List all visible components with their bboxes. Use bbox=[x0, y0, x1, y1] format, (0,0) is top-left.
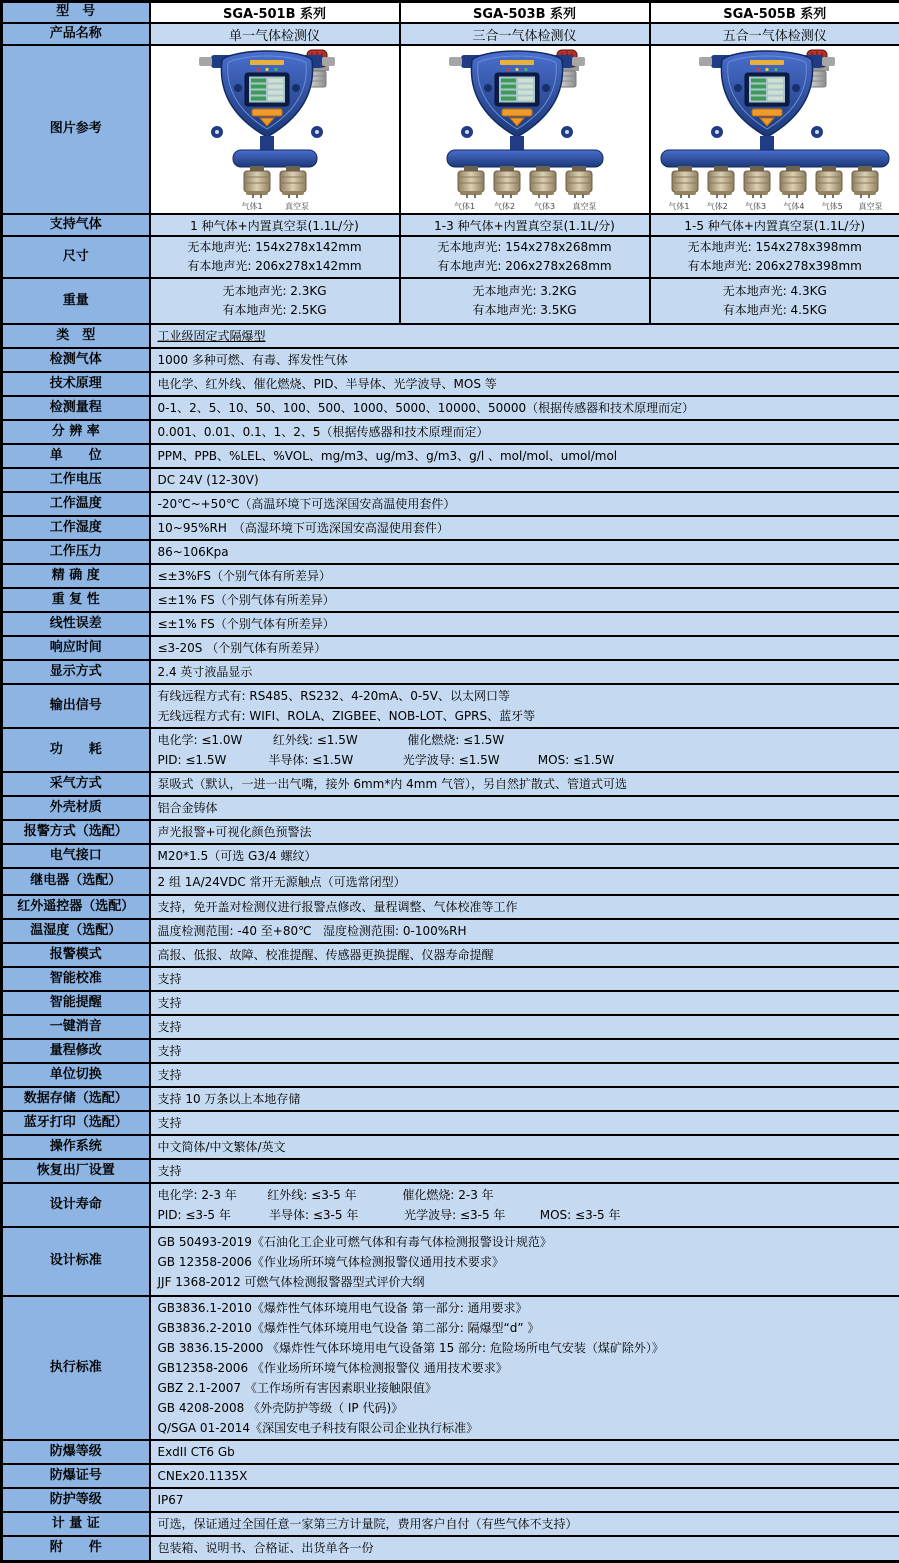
spec-row bbox=[2, 820, 899, 844]
sensor-labels bbox=[660, 202, 890, 212]
sensor-label: 气体2 bbox=[698, 202, 736, 212]
spec-value-line: GB 12358-2006《作业场所环境气体检测报警仪通用技术要求》 bbox=[158, 1252, 893, 1272]
spec-row bbox=[2, 728, 899, 772]
supported-gas-row bbox=[2, 214, 899, 236]
spec-value bbox=[150, 772, 899, 796]
spec-row bbox=[2, 348, 899, 372]
size-line: 有本地声光: 206x278x142mm bbox=[153, 257, 397, 276]
model-name: SGA-501B 系列 bbox=[150, 2, 400, 24]
spec-value bbox=[150, 660, 899, 684]
spec-value-line: 可选，保证通过全国任意一家第三方计量院，费用客户自付（有些气体不支持） bbox=[158, 1514, 893, 1534]
supported-gas-value: 1-5 种气体+内置真空泵(1.1L/分) bbox=[650, 214, 899, 236]
spec-label: 精 确 度 bbox=[2, 564, 150, 588]
spec-value-line: GB 4208-2008 《外壳防护等级（ IP 代码)》 bbox=[158, 1398, 893, 1418]
spec-row bbox=[2, 396, 899, 420]
weight-label: 重量 bbox=[2, 278, 150, 324]
product-image-cell bbox=[650, 45, 899, 214]
spec-row bbox=[2, 1111, 899, 1135]
spec-value-line: 支持 bbox=[158, 1017, 893, 1037]
sensor-cylinder bbox=[494, 166, 520, 198]
spec-value bbox=[150, 468, 899, 492]
spec-value bbox=[150, 1159, 899, 1183]
spec-value-line: 包装箱、说明书、合格证、出货单各一份 bbox=[158, 1538, 893, 1558]
spec-value-line: 1000 多种可燃、有毒、挥发性气体 bbox=[158, 350, 893, 370]
image-row-label: 图片参考 bbox=[2, 45, 150, 214]
spec-value bbox=[150, 1440, 899, 1464]
spec-value bbox=[150, 1464, 899, 1488]
spec-label: 显示方式 bbox=[2, 660, 150, 684]
spec-value-line: 支持，免开盖对检测仪进行报警点修改、量程调整、气体校准等工作 bbox=[158, 897, 893, 917]
keypad bbox=[252, 109, 282, 116]
spec-value bbox=[150, 588, 899, 612]
spec-label: 工作压力 bbox=[2, 540, 150, 564]
spec-label: 重 复 性 bbox=[2, 588, 150, 612]
weight-value bbox=[650, 278, 899, 324]
spec-value bbox=[150, 796, 899, 820]
spec-value-line: 支持 bbox=[158, 1065, 893, 1085]
spec-value-line: 支持 10 万条以上本地存储 bbox=[158, 1089, 893, 1109]
spec-value-line: GB3836.1-2010《爆炸性气体环境用电气设备 第一部分: 通用要求》 bbox=[158, 1298, 893, 1318]
sensor-cylinder bbox=[708, 166, 734, 198]
spec-value-line: 支持 bbox=[158, 1113, 893, 1133]
spec-value bbox=[150, 324, 899, 348]
sensor-label: 气体1 bbox=[230, 202, 275, 212]
detector-illustration bbox=[438, 48, 612, 202]
spec-value-line: 支持 bbox=[158, 1161, 893, 1181]
size-line: 无本地声光: 154x278x398mm bbox=[653, 238, 898, 257]
spec-label: 防爆等级 bbox=[2, 1440, 150, 1464]
spec-row bbox=[2, 1087, 899, 1111]
spec-row bbox=[2, 919, 899, 943]
spec-row bbox=[2, 1536, 899, 1561]
spec-row bbox=[2, 1227, 899, 1296]
spec-value-line: ≤±3%FS（个别气体有所差异） bbox=[158, 566, 893, 586]
spec-value-line: 0.001、0.01、0.1、1、2、5（根据传感器和技术原理而定） bbox=[158, 422, 893, 442]
manifold bbox=[233, 150, 317, 167]
spec-label: 外壳材质 bbox=[2, 796, 150, 820]
sensor-label: 真空泵 bbox=[275, 202, 320, 212]
spec-label: 设计标准 bbox=[2, 1227, 150, 1296]
spec-value-line: 声光报警+可视化颜色预警法 bbox=[158, 822, 893, 842]
spec-label: 输出信号 bbox=[2, 684, 150, 728]
spec-label: 一键消音 bbox=[2, 1015, 150, 1039]
spec-value-line: PID: ≤1.5W 半导体: ≤1.5W 光学波导: ≤1.5W MOS: ≤1.5W bbox=[158, 750, 893, 770]
spec-row bbox=[2, 1183, 899, 1227]
product-name: 五合一气体检测仪 bbox=[650, 23, 899, 45]
spec-label: 继电器（选配） bbox=[2, 868, 150, 895]
sensor-label: 气体4 bbox=[775, 202, 813, 212]
weight-line: 无本地声光: 4.3KG bbox=[653, 282, 898, 301]
sensor-cylinder bbox=[852, 166, 878, 198]
spec-value-line: JJF 1368-2012 可燃气体检测报警器型式评价大纲 bbox=[158, 1272, 893, 1292]
sensor-label: 真空泵 bbox=[565, 202, 605, 212]
keypad bbox=[752, 109, 782, 116]
spec-row bbox=[2, 612, 899, 636]
spec-label: 报警模式 bbox=[2, 943, 150, 967]
spec-value bbox=[150, 540, 899, 564]
spec-value-line: 支持 bbox=[158, 993, 893, 1013]
spec-value bbox=[150, 1135, 899, 1159]
spec-value bbox=[150, 919, 899, 943]
spec-value-line: 86~106Kpa bbox=[158, 542, 893, 562]
spec-value-line: ≤±1% FS（个别气体有所差异） bbox=[158, 614, 893, 634]
spec-row bbox=[2, 844, 899, 868]
sensor-cylinder bbox=[530, 166, 556, 198]
spec-value bbox=[150, 1296, 899, 1440]
spec-label: 工作湿度 bbox=[2, 516, 150, 540]
spec-label: 检测量程 bbox=[2, 396, 150, 420]
spec-value bbox=[150, 1015, 899, 1039]
spec-row bbox=[2, 516, 899, 540]
sensor-label: 气体1 bbox=[660, 202, 698, 212]
spec-value-line: 中文简体/中文繁体/英文 bbox=[158, 1137, 893, 1157]
model-name: SGA-503B 系列 bbox=[400, 2, 650, 24]
spec-label: 操作系统 bbox=[2, 1135, 150, 1159]
spec-row bbox=[2, 588, 899, 612]
spec-row bbox=[2, 895, 899, 919]
image-row bbox=[2, 45, 899, 214]
spec-label: 智能提醒 bbox=[2, 991, 150, 1015]
spec-value-line: 支持 bbox=[158, 1041, 893, 1061]
spec-label: 响应时间 bbox=[2, 636, 150, 660]
spec-value-line: 0-1、2、5、10、50、100、500、1000、5000、10000、50000（根据传感器和技术原理而定） bbox=[158, 398, 893, 418]
spec-value-line: 2 组 1A/24VDC 常开无源触点（可选常闭型） bbox=[158, 872, 893, 892]
spec-value-line: M20*1.5（可选 G3/4 螺纹） bbox=[158, 846, 893, 866]
spec-value bbox=[150, 895, 899, 919]
keypad bbox=[502, 109, 532, 116]
spec-value bbox=[150, 1488, 899, 1512]
spec-row bbox=[2, 1464, 899, 1488]
weight-line: 无本地声光: 3.2KG bbox=[403, 282, 647, 301]
spec-value bbox=[150, 420, 899, 444]
model-name: SGA-505B 系列 bbox=[650, 2, 899, 24]
spec-value-line: GBZ 2.1-2007 《工作场所有害因素职业接触限值》 bbox=[158, 1378, 893, 1398]
spec-value bbox=[150, 1039, 899, 1063]
spec-value bbox=[150, 612, 899, 636]
weight-line: 无本地声光: 2.3KG bbox=[153, 282, 397, 301]
spec-value-line: ExdII CT6 Gb bbox=[158, 1442, 893, 1462]
sensor-label: 气体2 bbox=[485, 202, 525, 212]
spec-value-line: GB 3836.15-2000 《爆炸性气体环境用电气设备第 15 部分: 危险场所电气安装（煤矿除外）》 bbox=[158, 1338, 893, 1358]
spec-value bbox=[150, 820, 899, 844]
spec-value-line: DC 24V (12-30V) bbox=[158, 470, 893, 490]
spec-label: 电气接口 bbox=[2, 844, 150, 868]
spec-value-line: 电化学: 2-3 年 红外线: ≤3-5 年 催化燃烧: 2-3 年 bbox=[158, 1185, 893, 1205]
sensor-cylinder bbox=[280, 166, 306, 198]
product-name: 三合一气体检测仪 bbox=[400, 23, 650, 45]
detector-svg bbox=[438, 48, 612, 198]
size-value bbox=[400, 236, 650, 278]
spec-row bbox=[2, 540, 899, 564]
spec-row bbox=[2, 564, 899, 588]
sensor-cylinder bbox=[672, 166, 698, 198]
sensor-labels bbox=[445, 202, 605, 212]
spec-value-line: ≤3-20S （个别气体有所差异） bbox=[158, 638, 893, 658]
spec-value-line: -20℃~+50℃（高温环境下可选深国安高温使用套件） bbox=[158, 494, 893, 514]
spec-label: 恢复出厂设置 bbox=[2, 1159, 150, 1183]
product-row bbox=[2, 23, 899, 45]
detector-figure bbox=[401, 48, 649, 212]
sensor-label: 气体1 bbox=[445, 202, 485, 212]
spec-row bbox=[2, 1512, 899, 1536]
sensor-cylinder bbox=[458, 166, 484, 198]
sensor-cylinder bbox=[780, 166, 806, 198]
weight-row bbox=[2, 278, 899, 324]
spec-value bbox=[150, 844, 899, 868]
weight-line: 有本地声光: 2.5KG bbox=[153, 301, 397, 320]
detector-illustration bbox=[652, 48, 898, 202]
spec-label: 附 件 bbox=[2, 1536, 150, 1561]
spec-row bbox=[2, 660, 899, 684]
spec-row bbox=[2, 636, 899, 660]
spec-label: 防护等级 bbox=[2, 1488, 150, 1512]
spec-value bbox=[150, 1536, 899, 1561]
spec-value bbox=[150, 396, 899, 420]
spec-label: 数据存储（选配） bbox=[2, 1087, 150, 1111]
spec-value-line: 工业级固定式隔爆型 bbox=[158, 326, 893, 346]
spec-label: 工作温度 bbox=[2, 492, 150, 516]
sensor-cylinder bbox=[566, 166, 592, 198]
spec-label: 功 耗 bbox=[2, 728, 150, 772]
spec-value-line: GB 50493-2019《石油化工企业可燃气体和有毒气体检测报警设计规范》 bbox=[158, 1232, 893, 1252]
size-line: 无本地声光: 154x278x142mm bbox=[153, 238, 397, 257]
spec-row bbox=[2, 868, 899, 895]
spec-row bbox=[2, 967, 899, 991]
spec-label: 执行标准 bbox=[2, 1296, 150, 1440]
spec-label: 防爆证号 bbox=[2, 1464, 150, 1488]
spec-value bbox=[150, 348, 899, 372]
spec-value-line: 有线远程方式有: RS485、RS232、4-20mA、0-5V、以太网口等 bbox=[158, 686, 893, 706]
size-value bbox=[650, 236, 899, 278]
detector-figure bbox=[151, 48, 399, 212]
spec-label: 技术原理 bbox=[2, 372, 150, 396]
spec-value-line: GB12358-2006 《作业场所环境气体检测报警仪 通用技术要求》 bbox=[158, 1358, 893, 1378]
sensor-label: 气体5 bbox=[813, 202, 851, 212]
weight-value bbox=[400, 278, 650, 324]
spec-value-line: 电化学: ≤1.0W 红外线: ≤1.5W 催化燃烧: ≤1.5W bbox=[158, 730, 893, 750]
spec-row bbox=[2, 943, 899, 967]
supported-gas-value: 1 种气体+内置真空泵(1.1L/分) bbox=[150, 214, 400, 236]
size-label: 尺寸 bbox=[2, 236, 150, 278]
spec-row bbox=[2, 444, 899, 468]
spec-value-line: 无线远程方式有: WIFI、ROLA、ZIGBEE、NOB-LOT、GPRS、蓝牙等 bbox=[158, 706, 893, 726]
spec-value-line: PID: ≤3-5 年 半导体: ≤3-5 年 光学波导: ≤3-5 年 MOS: ≤3-5 年 bbox=[158, 1205, 893, 1225]
spec-value bbox=[150, 684, 899, 728]
spec-value bbox=[150, 1183, 899, 1227]
spec-value bbox=[150, 991, 899, 1015]
spec-value-line: Q/SGA 01-2014《深国安电子科技有限公司企业执行标准》 bbox=[158, 1418, 893, 1438]
product-image-cell bbox=[400, 45, 650, 214]
product-name: 单一气体检测仪 bbox=[150, 23, 400, 45]
spec-label: 检测气体 bbox=[2, 348, 150, 372]
model-row-label: 型 号 bbox=[2, 2, 150, 24]
spec-value-line: 铝合金铸体 bbox=[158, 798, 893, 818]
weight-value bbox=[150, 278, 400, 324]
spec-value bbox=[150, 728, 899, 772]
spec-value-line: CNEx20.1135X bbox=[158, 1466, 893, 1486]
supported-gas-label: 支持气体 bbox=[2, 214, 150, 236]
spec-value bbox=[150, 1087, 899, 1111]
spec-label: 温湿度（选配） bbox=[2, 919, 150, 943]
sensor-cylinder bbox=[244, 166, 270, 198]
detector-illustration bbox=[191, 48, 359, 202]
spec-value bbox=[150, 636, 899, 660]
spec-value-line: ≤±1% FS（个别气体有所差异） bbox=[158, 590, 893, 610]
spec-value bbox=[150, 372, 899, 396]
spec-row bbox=[2, 796, 899, 820]
size-line: 有本地声光: 206x278x268mm bbox=[403, 257, 647, 276]
supported-gas-value: 1-3 种气体+内置真空泵(1.1L/分) bbox=[400, 214, 650, 236]
weight-line: 有本地声光: 4.5KG bbox=[653, 301, 898, 320]
spec-row bbox=[2, 1159, 899, 1183]
detector-svg bbox=[652, 48, 898, 198]
sensor-labels bbox=[230, 202, 320, 212]
spec-label: 量程修改 bbox=[2, 1039, 150, 1063]
detector-figure bbox=[651, 48, 899, 212]
spec-row bbox=[2, 1488, 899, 1512]
spec-value-line: 电化学、红外线、催化燃烧、PID、半导体、光学波导、MOS 等 bbox=[158, 374, 893, 394]
spec-row bbox=[2, 772, 899, 796]
size-line: 无本地声光: 154x278x268mm bbox=[403, 238, 647, 257]
spec-label: 类 型 bbox=[2, 324, 150, 348]
spec-value-line: 10~95%RH （高湿环境下可选深国安高湿使用套件） bbox=[158, 518, 893, 538]
spec-row bbox=[2, 372, 899, 396]
spec-row bbox=[2, 1440, 899, 1464]
spec-value bbox=[150, 967, 899, 991]
spec-value bbox=[150, 1111, 899, 1135]
product-image-cell bbox=[150, 45, 400, 214]
spec-row bbox=[2, 1296, 899, 1440]
spec-value bbox=[150, 943, 899, 967]
detector-svg bbox=[191, 48, 359, 198]
spec-row bbox=[2, 492, 899, 516]
spec-value bbox=[150, 516, 899, 540]
spec-value bbox=[150, 492, 899, 516]
spec-value bbox=[150, 1512, 899, 1536]
spec-value bbox=[150, 1227, 899, 1296]
size-line: 有本地声光: 206x278x398mm bbox=[653, 257, 898, 276]
spec-value-line: 支持 bbox=[158, 969, 893, 989]
spec-label: 计 量 证 bbox=[2, 1512, 150, 1536]
spec-label: 红外遥控器（选配） bbox=[2, 895, 150, 919]
weight-line: 有本地声光: 3.5KG bbox=[403, 301, 647, 320]
spec-value bbox=[150, 1063, 899, 1087]
spec-row bbox=[2, 420, 899, 444]
spec-value-line: 高报、低报、故障、校准提醒、传感器更换提醒、仪器寿命提醒 bbox=[158, 945, 893, 965]
spec-label: 采气方式 bbox=[2, 772, 150, 796]
spec-value-line: 温度检测范围: -40 至+80℃ 湿度检测范围: 0-100%RH bbox=[158, 921, 893, 941]
spec-value bbox=[150, 564, 899, 588]
spec-label: 线性误差 bbox=[2, 612, 150, 636]
sensor-cylinder bbox=[816, 166, 842, 198]
spec-value bbox=[150, 444, 899, 468]
spec-value-line: 2.4 英寸液晶显示 bbox=[158, 662, 893, 682]
spec-row bbox=[2, 1063, 899, 1087]
model-row bbox=[2, 2, 899, 24]
spec-row bbox=[2, 991, 899, 1015]
spec-label: 蓝牙打印（选配） bbox=[2, 1111, 150, 1135]
size-row bbox=[2, 236, 899, 278]
sensor-label: 气体3 bbox=[525, 202, 565, 212]
spec-row bbox=[2, 684, 899, 728]
spec-row bbox=[2, 324, 899, 348]
manifold bbox=[661, 150, 889, 167]
spec-row bbox=[2, 468, 899, 492]
sensor-cylinder bbox=[744, 166, 770, 198]
product-row-label: 产品名称 bbox=[2, 23, 150, 45]
sensor-label: 气体3 bbox=[736, 202, 774, 212]
spec-label: 单 位 bbox=[2, 444, 150, 468]
spec-label: 分 辨 率 bbox=[2, 420, 150, 444]
spec-row bbox=[2, 1039, 899, 1063]
spec-row bbox=[2, 1015, 899, 1039]
size-value bbox=[150, 236, 400, 278]
spec-value bbox=[150, 868, 899, 895]
spec-row bbox=[2, 1135, 899, 1159]
spec-value-line: PPM、PPB、%LEL、%VOL、mg/m3、ug/m3、g/m3、g/l 、mol/mol、umol/mol bbox=[158, 446, 893, 466]
spec-label: 智能校准 bbox=[2, 967, 150, 991]
spec-value-line: IP67 bbox=[158, 1490, 893, 1510]
spec-label: 设计寿命 bbox=[2, 1183, 150, 1227]
spec-label: 单位切换 bbox=[2, 1063, 150, 1087]
spec-label: 工作电压 bbox=[2, 468, 150, 492]
sensor-label: 真空泵 bbox=[851, 202, 889, 212]
spec-value-line: GB3836.2-2010《爆炸性气体环境用电气设备 第二部分: 隔爆型“d” 》 bbox=[158, 1318, 893, 1338]
spec-value-line: 泵吸式（默认，一进一出气嘴，接外 6mm*内 4mm 气管），另自然扩散式、管道式可选 bbox=[158, 774, 893, 794]
manifold bbox=[447, 150, 603, 167]
spec-label: 报警方式（选配） bbox=[2, 820, 150, 844]
